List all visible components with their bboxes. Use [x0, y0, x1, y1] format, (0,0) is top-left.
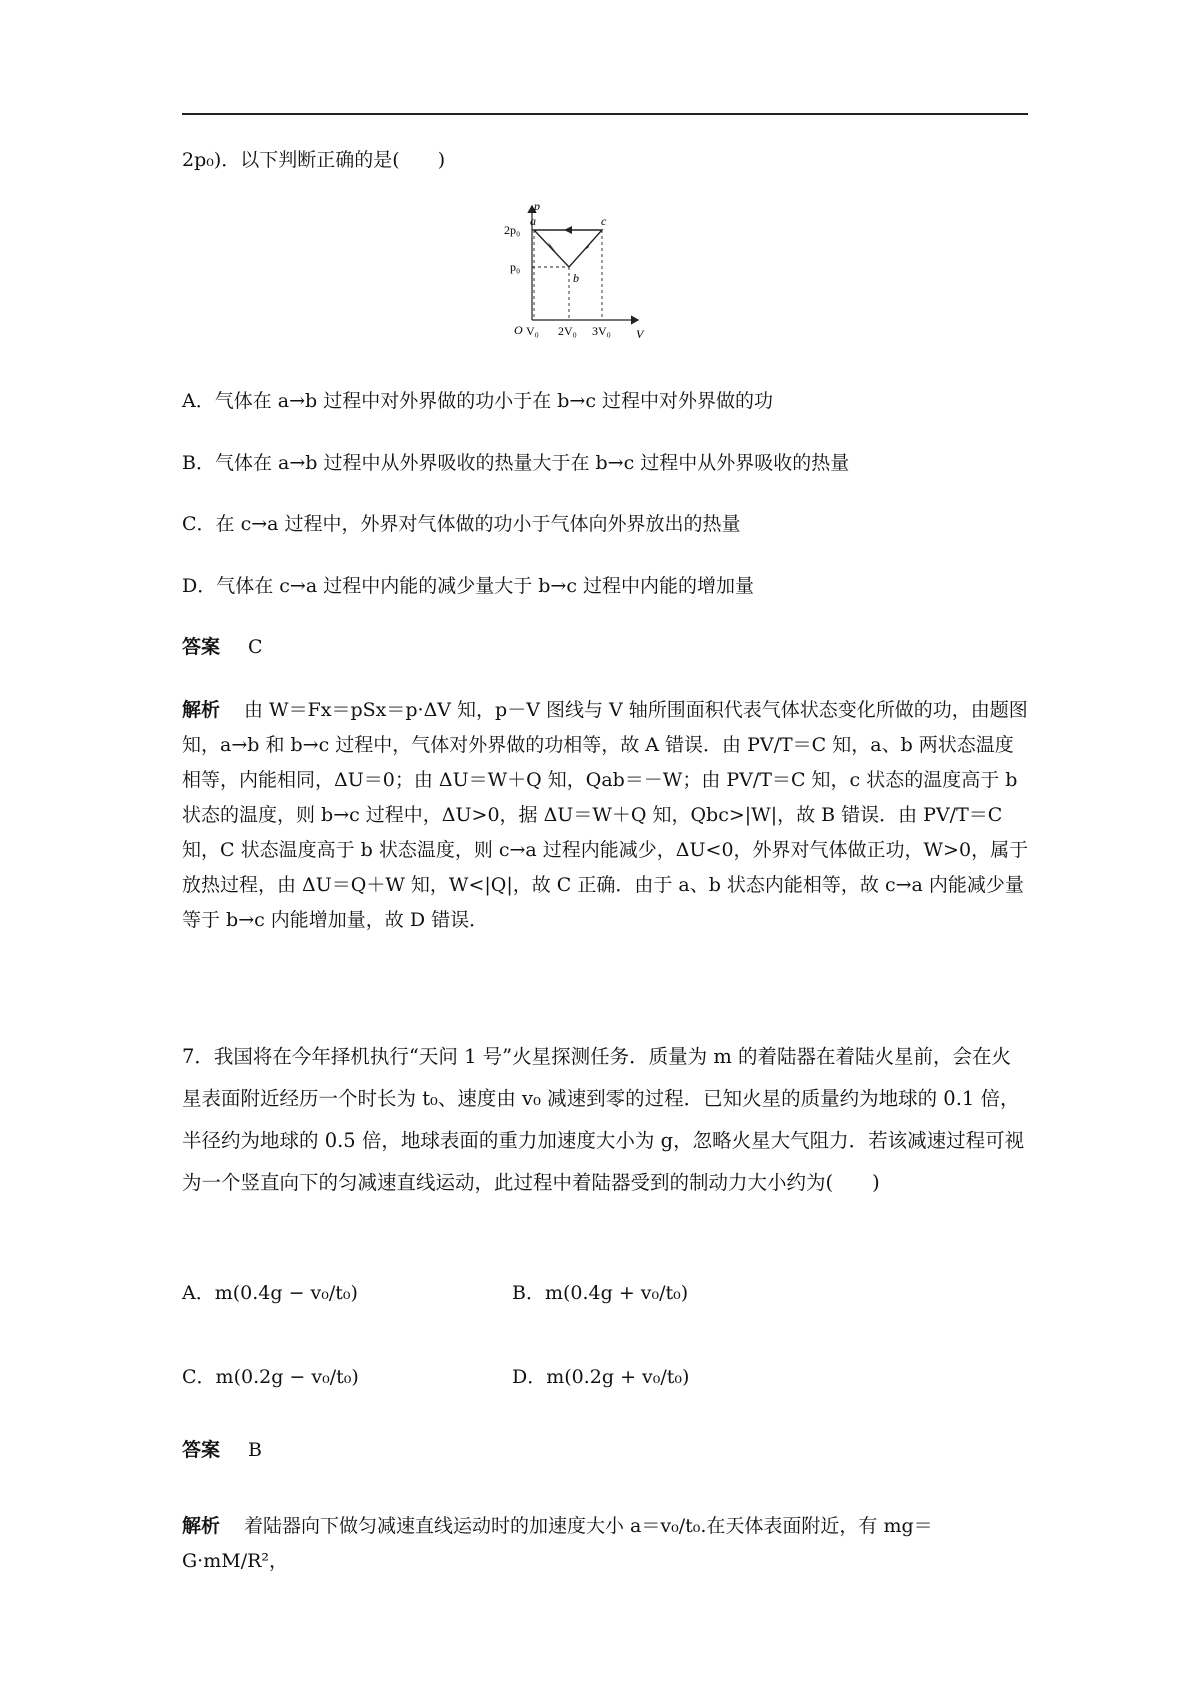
q7-answer: B — [248, 1439, 262, 1461]
q6-answer-row — [182, 635, 263, 659]
q7-option-d-expr: m(0.2g + v₀/t₀) — [546, 1366, 690, 1388]
arrow-c-a — [564, 226, 572, 234]
q7-option-c-expr: m(0.2g − v₀/t₀) — [215, 1366, 359, 1388]
point-c: c — [601, 214, 607, 228]
analysis-label: 解析 — [182, 1515, 221, 1537]
q7-option-d: D．m(0.2g + v₀/t₀) — [512, 1366, 690, 1388]
tick-p0: p₀ — [510, 260, 521, 274]
q6-option-d: D．气体在 c→a 过程中内能的减少量大于 b→c 过程中内能的增加量 — [182, 575, 755, 597]
tick-v0: V₀ — [526, 324, 539, 338]
prev-question-tail: 2p₀)．以下判断正确的是( ) — [182, 149, 446, 171]
answer-label: 答案 — [182, 636, 221, 658]
tick-3v0: 3V₀ — [592, 324, 611, 338]
q6-option-a: A．气体在 a→b 过程中对外界做的功小于在 b→c 过程中对外界做的功 — [182, 390, 774, 412]
v-axis-label: V — [636, 327, 644, 341]
q7-option-b-expr: m(0.4g + v₀/t₀) — [544, 1282, 689, 1304]
cycle-path — [534, 230, 602, 267]
answer-label: 答案 — [182, 1439, 221, 1461]
q7-analysis — [182, 1509, 1030, 1579]
q7-option-a-expr: m(0.4g − v₀/t₀) — [214, 1282, 358, 1304]
pv-diagram — [504, 198, 710, 353]
q7-option-c: C．m(0.2g − v₀/t₀) — [182, 1366, 359, 1388]
q6-analysis-text: 由 W＝Fx＝pSx＝p·ΔV 知，p－V 图线与 V 轴所围面积代表气体状态变化所做的功，由题图知，a→b 和 b→c 过程中，气体对外界做的功相等，故 A 错误．由 PV/T＝C 知，a、b 两状态温度相等，内能相同，ΔU＝0；由 ΔU＝W＋Q 知，Qab＝－W；由 PV/T＝C 知，c 状态的温度高于 b 状态的温度，则 b→c 过程中，ΔU>0，据 ΔU＝W＋Q 知，Qbc>|W|，故 B 错误．由 PV/T＝C 知，C 状态温度高于 b 状态温度，则 c→a 过程内能减少，ΔU<0，外界对气体做正功，W>0，属于放热过程，由 ΔU＝Q＋W 知，W<|Q|，故 C 正确．由于 a、b 状态内能相等，故 c→a 内能减少量等于 b→c 内能增加量，故 D 错误． — [182, 699, 1029, 931]
q6-option-b: B．气体在 a→b 过程中从外界吸收的热量大于在 b→c 过程中从外界吸收的热量 — [182, 452, 850, 474]
tick-2p0: 2p₀ — [504, 223, 521, 237]
origin-label: O — [514, 323, 523, 337]
tick-2v0: 2V₀ — [558, 324, 577, 338]
q6-answer: C — [248, 636, 263, 658]
q6-analysis — [182, 693, 1030, 938]
q7-analysis-text: 着陆器向下做匀减速直线运动时的加速度大小 a＝v₀/t₀.在天体表面附近，有 mg＝G·mM/R²， — [182, 1515, 933, 1572]
header-rule — [182, 113, 1028, 115]
q7-option-b: B．m(0.4g + v₀/t₀) — [512, 1282, 689, 1304]
q7-option-a: A．m(0.4g − v₀/t₀) — [182, 1282, 358, 1304]
q7-stem: 7．我国将在今年择机执行“天问 1 号”火星探测任务．质量为 m 的着陆器在着陆火星前，会在火星表面附近经历一个时长为 t₀、速度由 v₀ 减速到零的过程．已知火星的质量约为地球的 0.1 倍，半径约为地球的 0.5 倍，地球表面的重力加速度大小为 g，忽略火星大气阻力．若该减速过程可视为一个竖直向下的匀减速直线运动，此过程中着陆器受到的制动力大小约为( ) — [182, 1045, 1025, 1194]
p-axis-label: p — [534, 199, 540, 213]
analysis-label: 解析 — [182, 699, 221, 721]
point-a: a — [530, 214, 536, 228]
q6-option-c: C．在 c→a 过程中，外界对气体做的功小于气体向外界放出的热量 — [182, 513, 741, 535]
point-b: b — [573, 271, 579, 285]
q7-answer-row — [182, 1438, 262, 1462]
